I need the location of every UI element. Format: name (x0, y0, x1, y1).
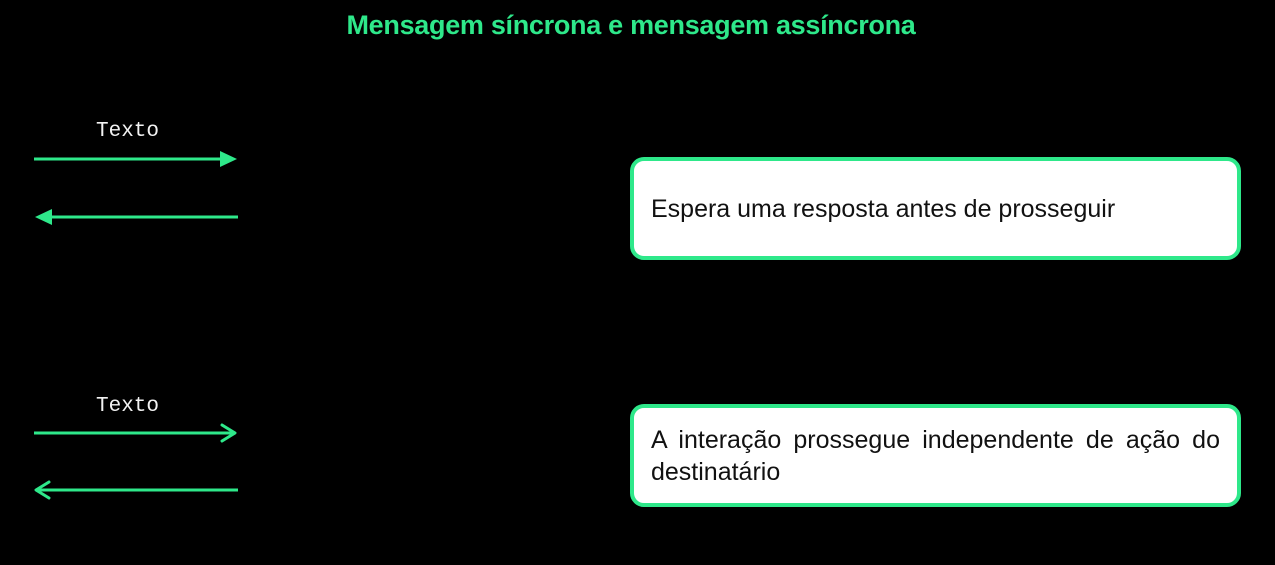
async-description-box (630, 404, 1241, 507)
async-return-arrow-icon (30, 480, 242, 500)
sync-message-label: Texto (96, 120, 160, 143)
sync-forward-arrow-icon (30, 149, 242, 169)
sync-description-text: Espera uma resposta antes de prosseguir (651, 194, 1116, 223)
sync-description-box (630, 157, 1241, 260)
async-forward-arrow-icon (30, 423, 242, 443)
async-description-text: A interação prossegue independente de ação do destinatário (651, 425, 1220, 486)
diagram-title: Mensagem síncrona e mensagem assíncrona (346, 10, 916, 40)
async-message-label: Texto (96, 395, 160, 418)
sync-return-arrow-icon (30, 207, 242, 227)
